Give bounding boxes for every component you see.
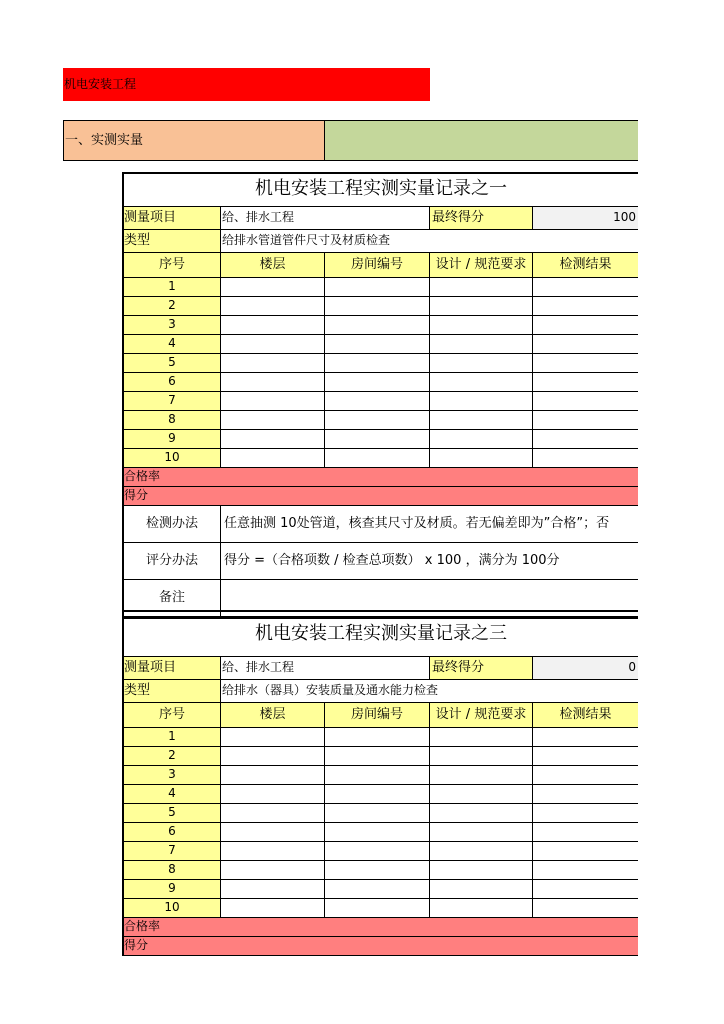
- subsection-green-cell: [325, 120, 638, 161]
- cell-room[interactable]: [325, 297, 430, 315]
- row-index: 6: [124, 373, 221, 391]
- table-row: [124, 335, 638, 354]
- table-row: [124, 430, 638, 449]
- cell-result[interactable]: [533, 297, 638, 315]
- cell-result[interactable]: [533, 354, 638, 372]
- cell-spec[interactable]: [430, 823, 533, 841]
- cell-room[interactable]: [325, 899, 430, 917]
- card1-method-label: 检测办法: [124, 506, 221, 542]
- card1-final-score-label: 最终得分: [430, 207, 533, 229]
- row-index: 7: [124, 392, 221, 410]
- record-card-2: [122, 610, 638, 956]
- card1-scoring-row: [124, 543, 638, 580]
- cell-spec[interactable]: [430, 430, 533, 448]
- row-index: 8: [124, 861, 221, 879]
- col-header-room: 房间编号: [325, 703, 430, 727]
- cell-room[interactable]: [325, 804, 430, 822]
- card2-column-header-row: [124, 703, 638, 728]
- cell-result[interactable]: [533, 278, 638, 296]
- cell-spec[interactable]: [430, 880, 533, 898]
- cell-spec[interactable]: [430, 842, 533, 860]
- cell-spec[interactable]: [430, 354, 533, 372]
- table-row: [124, 880, 638, 899]
- cell-room[interactable]: [325, 728, 430, 746]
- cell-floor[interactable]: [221, 861, 325, 879]
- table-row: [124, 766, 638, 785]
- cell-spec[interactable]: [430, 899, 533, 917]
- col-header-floor: 楼层: [221, 703, 325, 727]
- row-index: 10: [124, 899, 221, 917]
- cell-room[interactable]: [325, 861, 430, 879]
- cell-room[interactable]: [325, 411, 430, 429]
- cell-room[interactable]: [325, 823, 430, 841]
- card1-score-row: [124, 487, 638, 506]
- card1-final-score-value: 100: [533, 207, 638, 229]
- cell-floor[interactable]: [221, 373, 325, 391]
- row-index: 2: [124, 747, 221, 765]
- cell-room[interactable]: [325, 880, 430, 898]
- table-row: [124, 278, 638, 297]
- cell-result[interactable]: [533, 316, 638, 334]
- cell-floor[interactable]: [221, 449, 325, 467]
- card2-pass-rate-row: [124, 918, 638, 937]
- table-row: [124, 785, 638, 804]
- card1-scoring-text: 得分 =（合格项数 / 检查总项数） x 100 ，满分为 100分: [224, 553, 560, 568]
- card1-remarks-label: 备注: [124, 580, 221, 616]
- card2-type-value: 给排水（器具）安装质量及通水能力检查: [222, 683, 439, 697]
- cell-result[interactable]: [533, 392, 638, 410]
- cell-result[interactable]: [533, 766, 638, 784]
- card1-item-value: 给、排水工程: [221, 207, 430, 229]
- table-row: [124, 316, 638, 335]
- col-header-result: 检测结果: [533, 703, 638, 727]
- row-index: 2: [124, 297, 221, 315]
- row-index: 4: [124, 785, 221, 803]
- row-index: 10: [124, 449, 221, 467]
- row-index: 3: [124, 316, 221, 334]
- subsection-title: 一、实测实量: [65, 133, 144, 148]
- cell-floor[interactable]: [221, 411, 325, 429]
- cell-room[interactable]: [325, 278, 430, 296]
- table-row: [124, 373, 638, 392]
- cell-room[interactable]: [325, 785, 430, 803]
- cell-result[interactable]: [533, 880, 638, 898]
- col-header-spec: 设计 / 规范要求: [430, 703, 533, 727]
- card2-score-row: [124, 937, 638, 956]
- card1-type-row: [124, 230, 638, 253]
- cell-result[interactable]: [533, 728, 638, 746]
- card2-type-label: 类型: [124, 680, 221, 702]
- table-row: [124, 823, 638, 842]
- card1-pass-rate-label: 合格率: [124, 469, 161, 483]
- card1-title: 机电安装工程实测实量记录之一: [124, 174, 638, 207]
- table-row: [124, 899, 638, 918]
- card1-scoring-label: 评分办法: [124, 543, 221, 579]
- col-header-index: 序号: [124, 253, 221, 277]
- cell-floor[interactable]: [221, 785, 325, 803]
- cell-floor[interactable]: [221, 392, 325, 410]
- cell-room[interactable]: [325, 747, 430, 765]
- cell-floor[interactable]: [221, 880, 325, 898]
- cell-spec[interactable]: [430, 411, 533, 429]
- cell-spec[interactable]: [430, 373, 533, 391]
- table-row: [124, 449, 638, 468]
- cell-floor[interactable]: [221, 316, 325, 334]
- cell-floor[interactable]: [221, 842, 325, 860]
- card1-item-label: 测量项目: [124, 207, 221, 229]
- table-row: [124, 842, 638, 861]
- card2-item-label: 测量项目: [124, 657, 221, 679]
- cell-spec[interactable]: [430, 316, 533, 334]
- row-index: 4: [124, 335, 221, 353]
- cell-result[interactable]: [533, 861, 638, 879]
- card2-pass-rate-label: 合格率: [124, 919, 161, 933]
- col-header-floor: 楼层: [221, 253, 325, 277]
- cell-result[interactable]: [533, 411, 638, 429]
- card1-method-text: 任意抽测 10处管道，核查其尺寸及材质。若无偏差即为”合格”；否: [224, 516, 610, 531]
- row-index: 9: [124, 880, 221, 898]
- cell-spec[interactable]: [430, 449, 533, 467]
- cell-spec[interactable]: [430, 335, 533, 353]
- cell-room[interactable]: [325, 449, 430, 467]
- cell-spec[interactable]: [430, 785, 533, 803]
- cell-floor[interactable]: [221, 899, 325, 917]
- cell-spec[interactable]: [430, 804, 533, 822]
- cell-room[interactable]: [325, 766, 430, 784]
- cell-result[interactable]: [533, 430, 638, 448]
- table-row: [124, 861, 638, 880]
- card1-score-label: 得分: [124, 488, 149, 502]
- card2-item-value: 给、排水工程: [221, 657, 430, 679]
- cell-floor[interactable]: [221, 297, 325, 315]
- cell-floor[interactable]: [221, 278, 325, 296]
- table-row: [124, 392, 638, 411]
- section-title-bar: [63, 68, 430, 101]
- cell-floor[interactable]: [221, 766, 325, 784]
- cell-room[interactable]: [325, 430, 430, 448]
- cell-result[interactable]: [533, 335, 638, 353]
- cell-spec[interactable]: [430, 747, 533, 765]
- col-header-spec: 设计 / 规范要求: [430, 253, 533, 277]
- cell-spec[interactable]: [430, 766, 533, 784]
- cell-result[interactable]: [533, 747, 638, 765]
- card1-column-header-row: [124, 253, 638, 278]
- cell-floor[interactable]: [221, 804, 325, 822]
- cell-result[interactable]: [533, 373, 638, 391]
- cell-result[interactable]: [533, 823, 638, 841]
- table-row: [124, 297, 638, 316]
- card2-data-rows: [124, 728, 638, 918]
- table-row: [124, 804, 638, 823]
- cell-spec[interactable]: [430, 861, 533, 879]
- cell-room[interactable]: [325, 354, 430, 372]
- card1-method-row: [124, 506, 638, 543]
- cell-result[interactable]: [533, 899, 638, 917]
- card1-data-rows: [124, 278, 638, 468]
- card1-type-value: 给排水管道管件尺寸及材质检查: [222, 233, 391, 247]
- cell-room[interactable]: [325, 335, 430, 353]
- cell-room[interactable]: [325, 373, 430, 391]
- cell-floor[interactable]: [221, 430, 325, 448]
- card2-final-score-label: 最终得分: [430, 657, 533, 679]
- table-row: [124, 411, 638, 430]
- card2-final-score-value: 0: [533, 657, 638, 679]
- cell-room[interactable]: [325, 316, 430, 334]
- cell-floor[interactable]: [221, 823, 325, 841]
- row-index: 6: [124, 823, 221, 841]
- row-index: 8: [124, 411, 221, 429]
- card1-pass-rate-row: [124, 468, 638, 487]
- row-index: 9: [124, 430, 221, 448]
- cell-result[interactable]: [533, 842, 638, 860]
- cell-spec[interactable]: [430, 278, 533, 296]
- cell-spec[interactable]: [430, 728, 533, 746]
- card2-score-label: 得分: [124, 938, 149, 952]
- table-row: [124, 728, 638, 747]
- card2-type-row: [124, 680, 638, 703]
- row-index: 3: [124, 766, 221, 784]
- record-card-1: [122, 172, 638, 619]
- card1-item-row: [124, 207, 638, 230]
- card2-item-row: [124, 657, 638, 680]
- row-index: 1: [124, 728, 221, 746]
- cell-floor[interactable]: [221, 335, 325, 353]
- cell-floor[interactable]: [221, 354, 325, 372]
- table-row: [124, 747, 638, 766]
- col-header-result: 检测结果: [533, 253, 638, 277]
- cell-result[interactable]: [533, 804, 638, 822]
- card1-type-label: 类型: [124, 230, 221, 252]
- card2-title: 机电安装工程实测实量记录之三: [124, 612, 638, 657]
- cell-result[interactable]: [533, 449, 638, 467]
- cell-spec[interactable]: [430, 297, 533, 315]
- cell-room[interactable]: [325, 842, 430, 860]
- cell-result[interactable]: [533, 785, 638, 803]
- row-index: 1: [124, 278, 221, 296]
- row-index: 7: [124, 842, 221, 860]
- col-header-index: 序号: [124, 703, 221, 727]
- cell-floor[interactable]: [221, 728, 325, 746]
- cell-floor[interactable]: [221, 747, 325, 765]
- col-header-room: 房间编号: [325, 253, 430, 277]
- row-index: 5: [124, 804, 221, 822]
- row-index: 5: [124, 354, 221, 372]
- table-row: [124, 354, 638, 373]
- cell-spec[interactable]: [430, 392, 533, 410]
- cell-room[interactable]: [325, 392, 430, 410]
- subsection-title-cell: [63, 120, 325, 161]
- section-title: 机电安装工程: [64, 77, 137, 91]
